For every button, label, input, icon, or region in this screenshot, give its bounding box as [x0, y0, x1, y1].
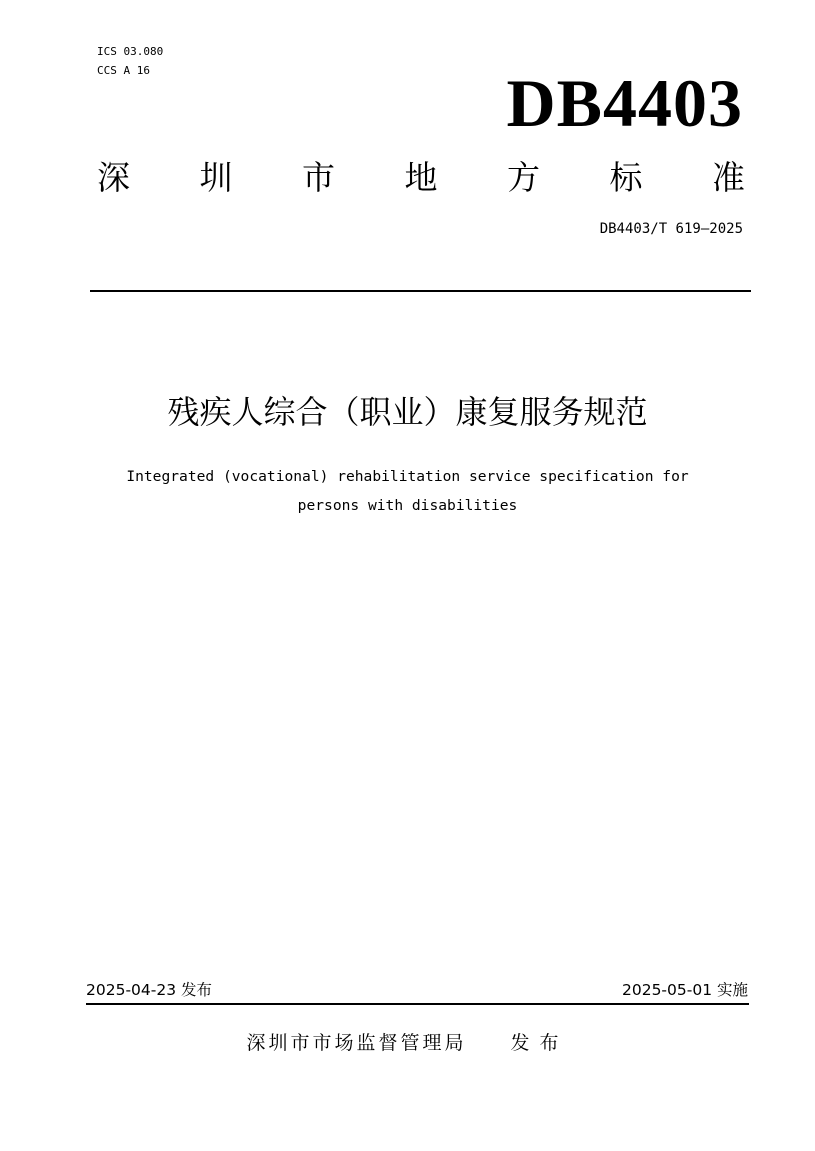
implementation-date: 2025-05-01 实施: [621, 981, 748, 999]
standard-type-char: 地: [404, 158, 438, 197]
standard-type-char: 深: [97, 158, 130, 197]
ccs-code: CCS A 16: [97, 64, 150, 77]
footer-divider: [86, 1003, 749, 1005]
english-title-line: persons with disabilities: [297, 497, 518, 514]
standard-number: DB4403/T 619—2025: [599, 221, 743, 237]
standard-type-char: 准: [712, 158, 745, 197]
standard-type-char: 标: [609, 158, 643, 197]
issuing-organization: 深圳市市场监督管理局: [246, 1032, 467, 1054]
issuer-line: [0, 1030, 815, 1056]
english-title-line: Integrated (vocational) rehabilitation service specification for: [126, 468, 689, 485]
standard-type-char: 方: [507, 158, 540, 197]
standard-type-title: [97, 158, 745, 198]
issue-date: 2025-04-23 发布: [86, 981, 213, 999]
standard-type-char: 圳: [199, 158, 233, 197]
issue-action: 发布: [510, 1032, 569, 1054]
standard-type-char: 市: [302, 158, 335, 197]
ics-code: ICS 03.080: [97, 45, 164, 58]
chinese-title: 残疾人综合（职业）康复服务规范: [167, 393, 648, 431]
english-title: [60, 462, 755, 520]
header-divider: [90, 290, 751, 292]
standard-logo: DB4403: [506, 65, 743, 141]
classification-codes: [97, 42, 163, 80]
